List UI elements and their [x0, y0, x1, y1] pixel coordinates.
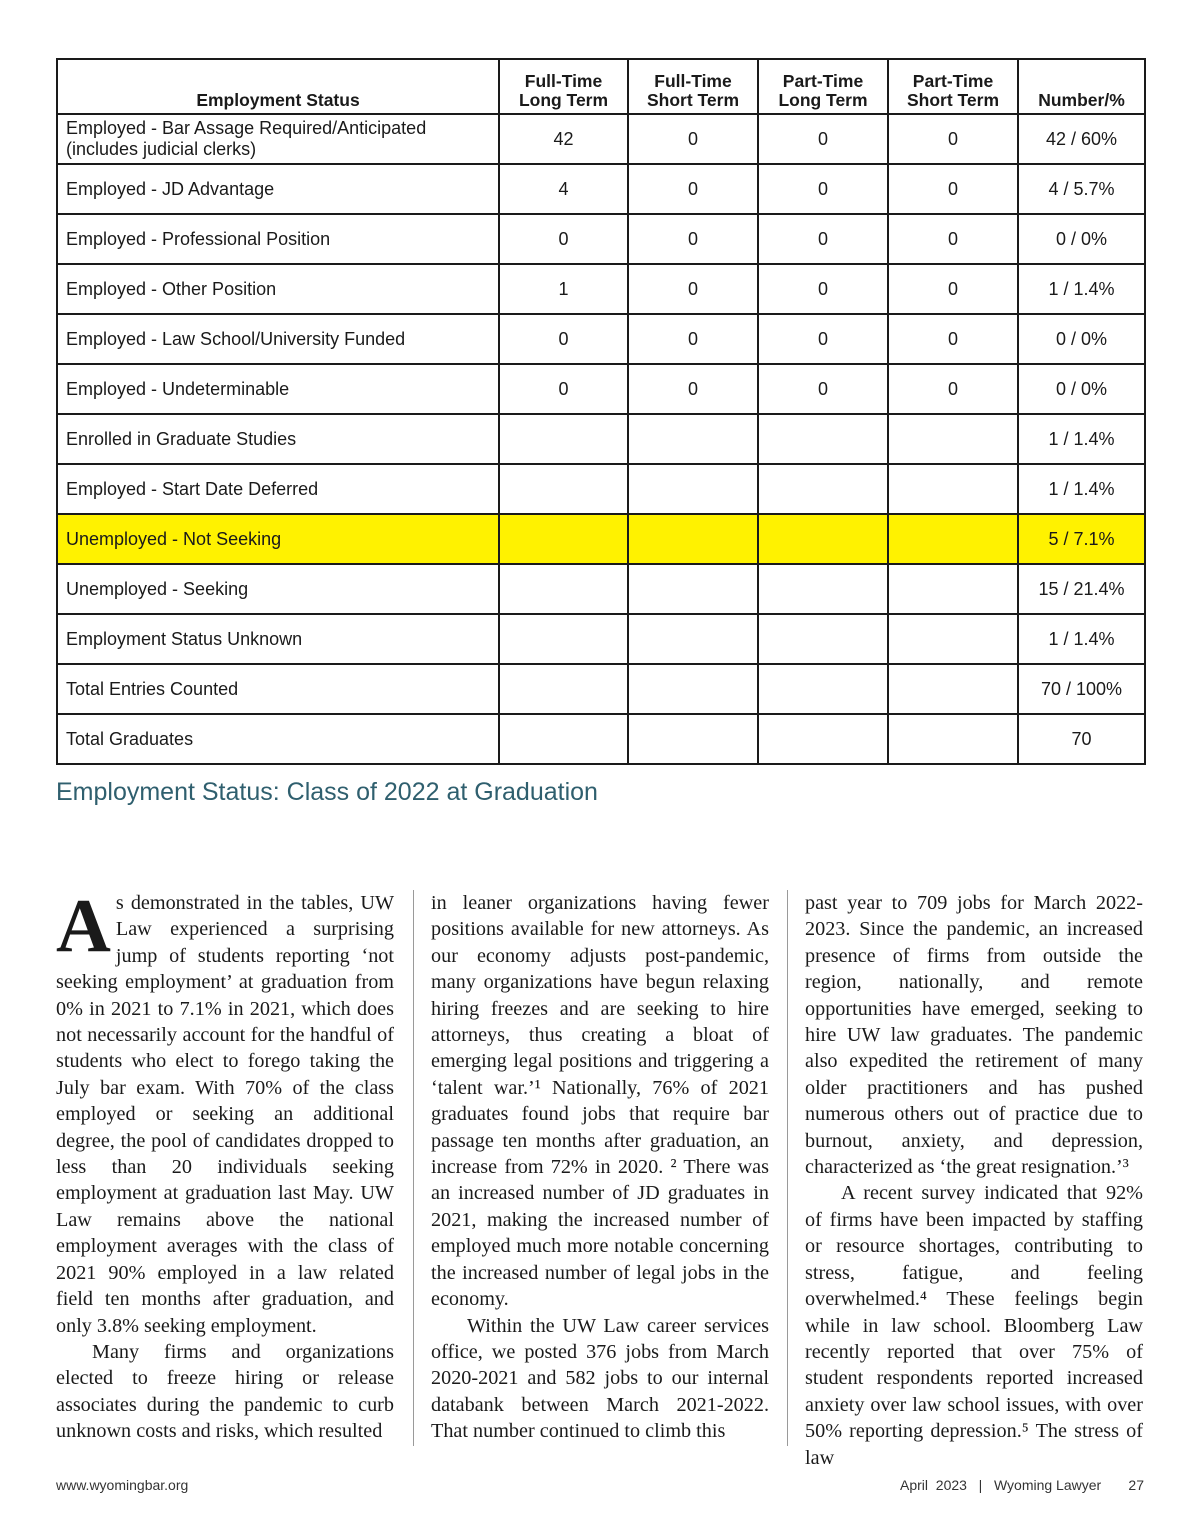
table-cell	[628, 614, 758, 664]
row-label: Total Graduates	[57, 714, 499, 764]
table-cell	[499, 564, 628, 614]
table-row	[57, 114, 1145, 164]
table-cell	[758, 414, 888, 464]
table-cell: 0 / 0%	[1018, 364, 1145, 414]
table-cell: 0	[628, 264, 758, 314]
table-cell	[628, 564, 758, 614]
table-cell	[888, 514, 1018, 564]
article-column-2	[431, 890, 769, 1445]
table-cell: 0	[888, 364, 1018, 414]
table-cell: 0	[758, 264, 888, 314]
row-label: Unemployed - Not Seeking	[57, 514, 499, 564]
table-cell: 70 / 100%	[1018, 664, 1145, 714]
table-cell: 0	[499, 364, 628, 414]
table-cell: 0	[628, 314, 758, 364]
table-cell	[758, 614, 888, 664]
table-cell: 1	[499, 264, 628, 314]
table-cell: 42 / 60%	[1018, 114, 1145, 164]
row-label: Employed - Other Position	[57, 264, 499, 314]
column-header: Part-Time Short Term	[888, 59, 1018, 114]
table-cell: 0	[888, 314, 1018, 364]
table-row	[57, 214, 1145, 264]
table-row	[57, 514, 1145, 564]
article-paragraph: A recent survey indicated that 92% of firms have been impacted by staffing or resource shortages, contributing to stress, fatigue, and feeling overwhelmed.⁴ These feelings begin while in law school. Bloomberg Law recently reported that over 75% of student respondents reported increased anxiety over law school issues, with over 50% reporting depression.⁵ The stress of law	[805, 1182, 1143, 1469]
table-cell	[758, 664, 888, 714]
table-row	[57, 614, 1145, 664]
table-cell: 0	[888, 264, 1018, 314]
column-header: Employment Status	[57, 59, 499, 114]
footer-website: www.wyomingbar.org	[56, 1477, 189, 1493]
table-cell	[499, 414, 628, 464]
table-cell	[628, 414, 758, 464]
table-cell	[499, 514, 628, 564]
table-cell: 0	[888, 164, 1018, 214]
row-label: Employed - Law School/University Funded	[57, 314, 499, 364]
table-cell	[758, 464, 888, 514]
table-cell	[628, 464, 758, 514]
table-cell: 0	[499, 314, 628, 364]
footer-publication: Wyoming Lawyer	[993, 1477, 1102, 1493]
article-paragraph: Many firms and organizations elected to freeze hiring or release associates during the pandemic to curb unknown costs and risks, which resulted	[56, 1340, 394, 1443]
footer-date: April 2023	[900, 1477, 967, 1493]
table-cell: 0	[888, 214, 1018, 264]
table-cell: 0 / 0%	[1018, 214, 1145, 264]
column-header: Full-Time Long Term	[499, 59, 628, 114]
table-row	[57, 664, 1145, 714]
footer-page-number: 27	[1128, 1477, 1144, 1493]
row-label: Total Entries Counted	[57, 664, 499, 714]
table-cell	[499, 664, 628, 714]
table-row	[57, 564, 1145, 614]
table-cell	[499, 714, 628, 764]
column-header: Full-Time Short Term	[628, 59, 758, 114]
employment-status-table-wrap	[56, 58, 1144, 765]
table-cell: 42	[499, 114, 628, 164]
table-cell	[628, 514, 758, 564]
table-cell: 1 / 1.4%	[1018, 264, 1145, 314]
table-cell: 0	[758, 364, 888, 414]
row-label: Employment Status Unknown	[57, 614, 499, 664]
table-row	[57, 264, 1145, 314]
table-cell	[628, 664, 758, 714]
table-cell	[499, 464, 628, 514]
row-label: Employed - Professional Position	[57, 214, 499, 264]
drop-cap: A	[56, 884, 111, 968]
table-cell	[758, 714, 888, 764]
table-cell	[888, 614, 1018, 664]
column-divider	[413, 890, 414, 1446]
table-cell	[499, 614, 628, 664]
table-caption: Employment Status: Class of 2022 at Graduation	[56, 778, 598, 806]
table-cell: 0	[628, 114, 758, 164]
row-label: Employed - Start Date Deferred	[57, 464, 499, 514]
table-cell: 0	[758, 114, 888, 164]
article-paragraph: past year to 709 jobs for March 2022-2023. Since the pandemic, an increased presence of firms from outside the region, nationally, and remote opportunities have emerged, seeking to hire UW law graduates. The pandemic also expedited the retirement of many older practitioners and has pushed numerous others out of practice due to burnout, anxiety, and depression, characterized as ‘the great resignation.’³	[805, 892, 1143, 1179]
table-cell: 70	[1018, 714, 1145, 764]
table-cell: 0	[628, 214, 758, 264]
table-cell: 0	[499, 214, 628, 264]
table-row	[57, 414, 1145, 464]
table-cell: 15 / 21.4%	[1018, 564, 1145, 614]
row-label: Employed - Bar Assage Required/Anticipated (includes judicial clerks)	[57, 114, 499, 164]
table-cell: 0	[628, 164, 758, 214]
table-cell: 1 / 1.4%	[1018, 414, 1145, 464]
employment-status-table	[56, 58, 1146, 765]
article-paragraph: Within the UW Law career services office, we posted 376 jobs from March 2020-2021 and 582 jobs to our internal databank between March 2021-2022. That number continued to climb this	[431, 1314, 769, 1443]
article-column-1	[56, 884, 394, 1445]
table-cell	[888, 664, 1018, 714]
table-header-row	[57, 59, 1145, 114]
table-cell: 5 / 7.1%	[1018, 514, 1145, 564]
table-cell	[888, 564, 1018, 614]
row-label: Employed - JD Advantage	[57, 164, 499, 214]
column-divider	[787, 890, 788, 1446]
table-cell: 4 / 5.7%	[1018, 164, 1145, 214]
row-label: Enrolled in Graduate Studies	[57, 414, 499, 464]
table-row	[57, 714, 1145, 764]
table-row	[57, 314, 1145, 364]
table-row	[57, 464, 1145, 514]
table-cell: 0	[758, 164, 888, 214]
table-cell: 0	[628, 364, 758, 414]
paragraph-text: s demonstrated in the tables, UW Law experienced a surprising jump of students reporting ‘not seeking employment’ at graduation from 0% in 2021 to 7.1% in 2021, which does not necessarily account for the handful of students who elect to forego taking the July bar exam. With 70% of the class employed or seeking an additional degree, the pool of candidates dropped to less than 20 individuals seeking employment at graduation last May. UW Law remains above the national employment averages with the class of 2021 90% employed in a law related field ten months after graduation, and only 3.8% seeking employment.	[56, 892, 394, 1337]
article-paragraph: in leaner organizations having fewer positions available for new attorneys. As our economy adjusts post-pandemic, many organizations have begun relaxing hiring freezes and are seeking to hire attorneys, thus creating a bloat of emerging legal positions and triggering a ‘talent war.’¹ Nationally, 76% of 2021 graduates found jobs that require bar passage ten months after graduation, an increase from 72% in 2020. ² There was an increased number of JD graduates in 2021, making the increased number of employed much more notable concerning the increased number of legal jobs in the economy.	[431, 892, 769, 1311]
table-cell	[888, 714, 1018, 764]
footer-info	[900, 1477, 1144, 1493]
table-cell	[888, 464, 1018, 514]
article-column-3	[805, 890, 1143, 1471]
table-cell	[628, 714, 758, 764]
table-row	[57, 164, 1145, 214]
column-header: Number/%	[1018, 59, 1145, 114]
table-cell: 0	[758, 214, 888, 264]
footer-separator: |	[978, 1477, 983, 1493]
table-cell: 4	[499, 164, 628, 214]
table-cell: 0 / 0%	[1018, 314, 1145, 364]
table-cell: 1 / 1.4%	[1018, 614, 1145, 664]
table-body	[57, 114, 1145, 764]
table-cell: 0	[758, 314, 888, 364]
article-paragraph	[56, 884, 394, 1339]
table-cell: 0	[888, 114, 1018, 164]
column-header: Part-Time Long Term	[758, 59, 888, 114]
table-cell	[888, 414, 1018, 464]
table-cell: 1 / 1.4%	[1018, 464, 1145, 514]
row-label: Unemployed - Seeking	[57, 564, 499, 614]
row-label: Employed - Undeterminable	[57, 364, 499, 414]
table-cell	[758, 514, 888, 564]
table-cell	[758, 564, 888, 614]
table-row	[57, 364, 1145, 414]
